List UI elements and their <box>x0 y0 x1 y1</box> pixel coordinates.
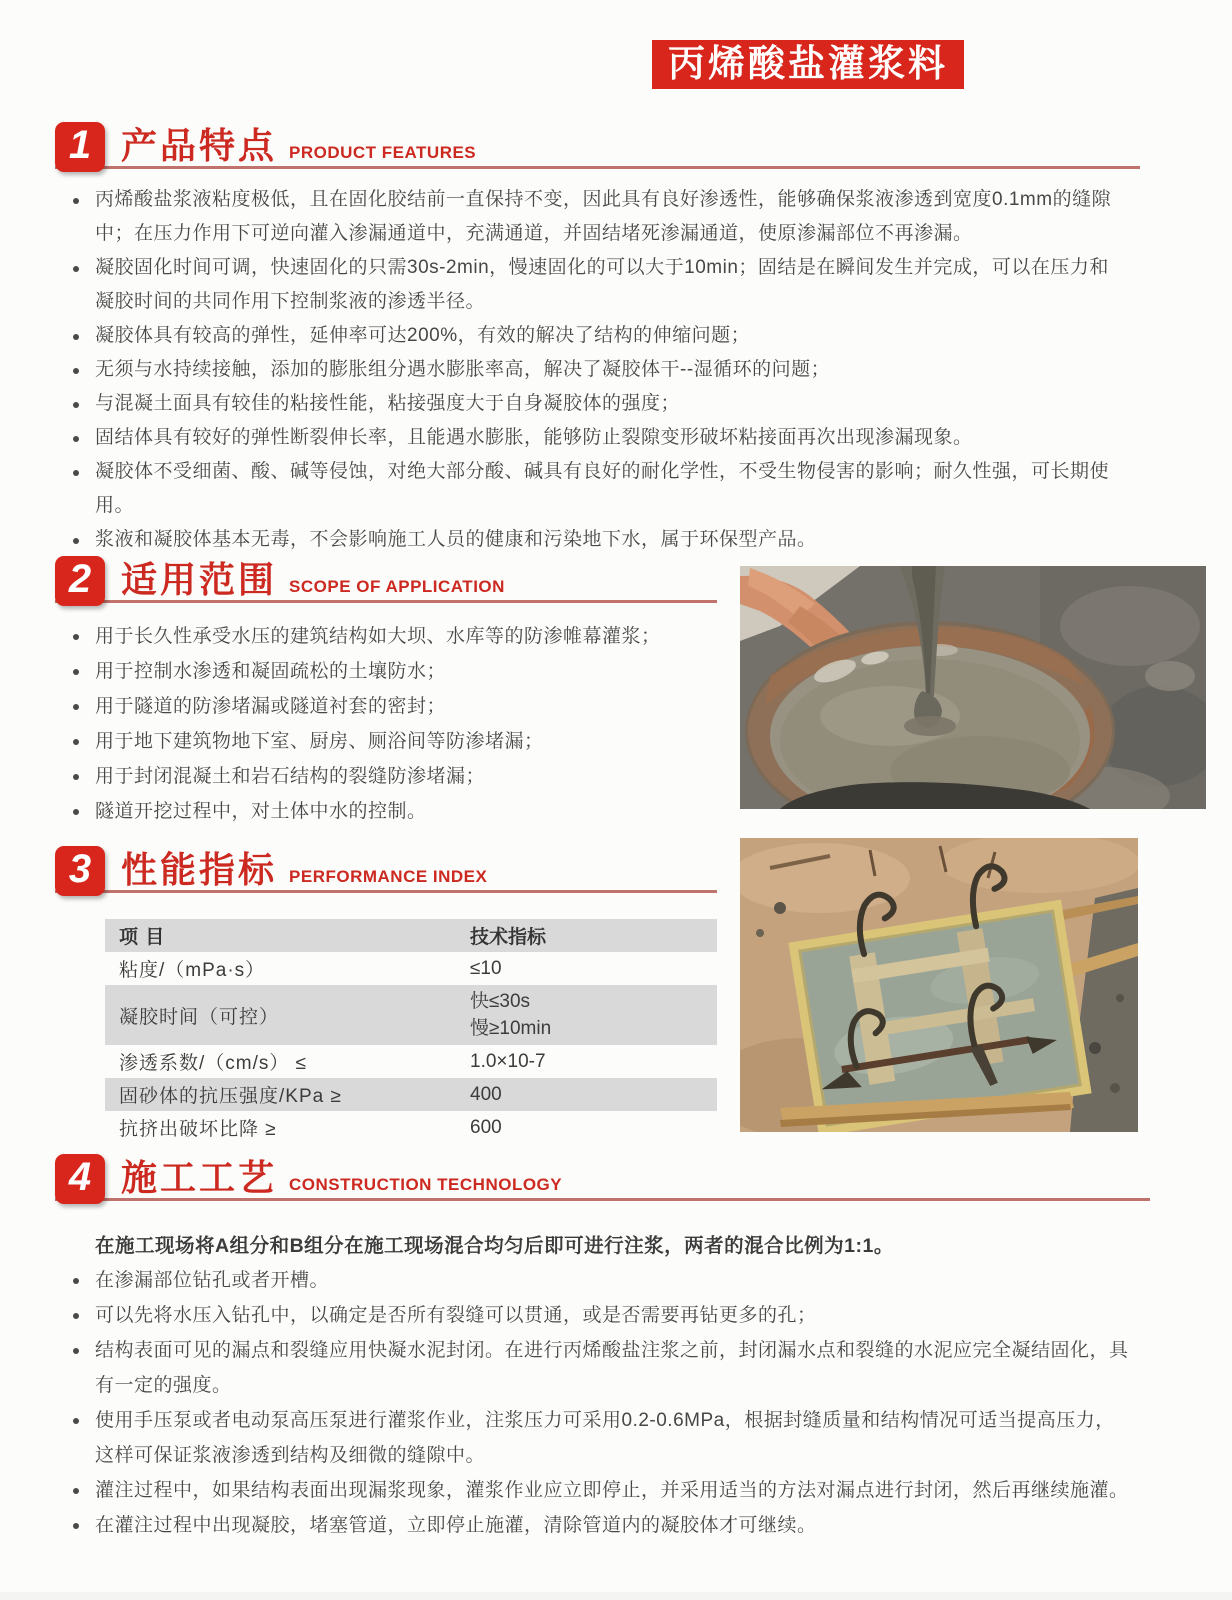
grout-mixing-photo <box>740 566 1206 809</box>
column-header-item: 项 目 <box>119 927 166 948</box>
product-title-banner: 丙烯酸盐灌浆料 <box>652 40 964 89</box>
table-row: 粘度/（mPa·s） ≤10 <box>119 957 502 981</box>
section-title-cn: 适用范围 <box>121 559 278 601</box>
list-item: 凝胶体不受细菌、酸、碱等侵蚀，对绝大部分酸、碱具有良好的耐化学性，不受生物侵害的影响；耐久性强，可长期使用。 <box>55 455 1115 523</box>
list-item: 用于隧道的防渗堵漏或隧道衬套的密封； <box>55 689 695 724</box>
list-item: 灌注过程中，如果结构表面出现漏浆现象，灌浆作业应立即停止，并采用适当的方法对漏点进行封闭，然后再继续施灌。 <box>55 1473 1130 1508</box>
page-footer-strip <box>0 1592 1232 1600</box>
table-header-row <box>105 919 717 952</box>
list-item: 无须与水持续接触，添加的膨胀组分遇水膨胀率高，解决了凝胶体干--湿循环的问题； <box>55 353 1115 387</box>
section-header <box>55 1154 1150 1201</box>
list-item: 在渗漏部位钻孔或者开槽。 <box>55 1263 1130 1298</box>
table-row: 渗透系数/（cm/s） ≤ 1.0×10-7 <box>119 1050 546 1074</box>
column-header-index: 技术指标 <box>470 927 547 948</box>
section-title-en: SCOPE OF APPLICATION <box>289 577 505 596</box>
list-item: 用于地下建筑物地下室、厨房、厕浴间等防渗堵漏； <box>55 724 695 759</box>
section-performance-index <box>55 846 717 1144</box>
section-number-badge: 1 <box>55 122 105 172</box>
list-item: 浆液和凝胶体基本无毒，不会影响施工人员的健康和污染地下水，属于环保型产品。 <box>55 523 1115 557</box>
list-item: 结构表面可见的漏点和裂缝应用快凝水泥封闭。在进行丙烯酸盐注浆之前，封闭漏水点和裂缝的水泥应完全凝结固化，具有一定的强度。 <box>55 1333 1130 1403</box>
list-item: 用于长久性承受水压的建筑结构如大坝、水库等的防渗帷幕灌浆； <box>55 619 695 654</box>
list-item: 在灌注过程中出现凝胶，堵塞管道，立即停止施灌，清除管道内的凝胶体才可继续。 <box>55 1508 1130 1543</box>
construction-steps-list <box>55 1263 1130 1543</box>
list-item: 用于控制水渗透和凝固疏松的土壤防水； <box>55 654 695 689</box>
application-list <box>55 619 695 829</box>
list-item: 凝胶体具有较高的弹性，延伸率可达200%，有效的解决了结构的伸缩问题； <box>55 319 1115 353</box>
list-item: 使用手压泵或者电动泵高压泵进行灌浆作业，注浆压力可采用0.2-0.6MPa，根据封缝质量和结构情况可适当提高压力，这样可保证浆液渗透到结构及细微的缝隙中。 <box>55 1403 1130 1473</box>
table-row: 抗挤出破坏比降 ≥ 600 <box>119 1116 502 1140</box>
list-item: 用于封闭混凝土和岩石结构的裂缝防渗堵漏； <box>55 759 695 794</box>
section-number-badge: 3 <box>55 846 105 896</box>
section-header <box>55 556 717 603</box>
table-row: 凝胶时间（可控） 快≤30s 慢≥10min <box>105 985 717 1045</box>
section-product-features <box>55 122 1140 557</box>
list-item: 可以先将水压入钻孔中，以确定是否所有裂缝可以贯通，或是否需要再钻更多的孔； <box>55 1298 1130 1333</box>
mixing-ratio-note: 在施工现场将A组分和B组分在施工现场混合均匀后即可进行注浆，两者的混合比例为1:1。 <box>95 1235 894 1257</box>
section-construction-technology <box>55 1154 1150 1543</box>
features-list <box>55 183 1115 557</box>
section-number-badge: 4 <box>55 1154 105 1204</box>
list-item: 与混凝土面具有较佳的粘接性能，粘接强度大于自身凝胶体的强度； <box>55 387 1115 421</box>
section-scope-of-application <box>55 556 717 829</box>
section-title-cn: 施工工艺 <box>121 1157 278 1199</box>
section-title-en: CONSTRUCTION TECHNOLOGY <box>289 1175 563 1194</box>
section-header <box>55 122 1140 169</box>
section-header <box>55 846 717 893</box>
table-row: 固砂体的抗压强度/KPa ≥ 400 <box>105 1078 717 1111</box>
section-title-en: PERFORMANCE INDEX <box>289 867 488 886</box>
list-item: 凝胶固化时间可调，快速固化的只需30s-2min，慢速固化的可以大于10min；固结是在瞬间发生并完成，可以在压力和凝胶时间的共同作用下控制浆液的渗透半径。 <box>55 251 1115 319</box>
section-title-en: PRODUCT FEATURES <box>289 143 477 162</box>
section-number-badge: 2 <box>55 556 105 606</box>
section-title-cn: 性能指标 <box>121 849 278 891</box>
list-item: 固结体具有较好的弹性断裂伸长率，且能遇水膨胀，能够防止裂隙变形破坏粘接面再次出现渗漏现象。 <box>55 421 1115 455</box>
performance-table <box>105 919 717 1144</box>
list-item: 丙烯酸盐浆液粘度极低，且在固化胶结前一直保持不变，因此具有良好渗透性，能够确保浆液渗透到宽度0.1mm的缝隙中；在压力作用下可逆向灌入渗漏通道中，充满通道，并固结堵死渗漏通道，使原渗漏部位不再渗漏。 <box>55 183 1115 251</box>
concrete-formwork-photo <box>740 838 1138 1132</box>
section-title-cn: 产品特点 <box>121 125 278 167</box>
list-item: 隧道开挖过程中，对土体中水的控制。 <box>55 794 695 829</box>
